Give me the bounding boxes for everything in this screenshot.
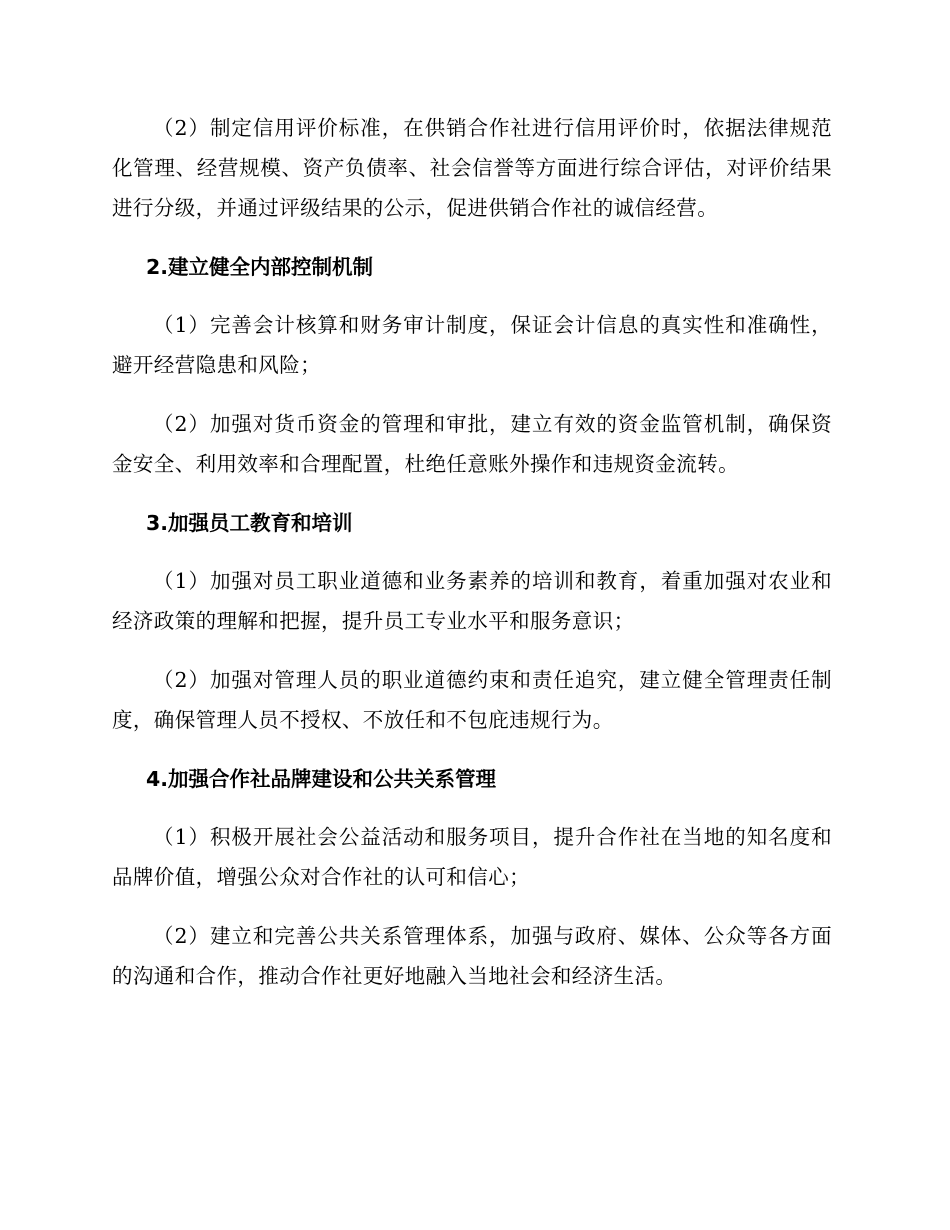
document-body: [112, 108, 832, 1015]
section-heading-internal-control: 2.建立健全内部控制机制: [146, 255, 374, 279]
paragraph-public-relations: （2）建立和完善公共关系管理体系，加强与政府、媒体、公众等各方面的沟通和合作，推动合作社更好地融入当地社会和经济生活。: [112, 924, 832, 988]
paragraph-public-welfare: （1）积极开展社会公益活动和服务项目，提升合作社在当地的知名度和品牌价值，增强公众对合作社的认可和信心；: [112, 825, 832, 889]
section-heading-brand-pr: 4.加强合作社品牌建设和公共关系管理: [146, 767, 497, 791]
paragraph-credit-standard: （2）制定信用评价标准，在供销合作社进行信用评价时，依据法律规范化管理、经营规模、资产负债率、社会信誉等方面进行综合评估，对评价结果进行分级，并通过评级结果的公示，促进供销合作社的诚信经营。: [112, 116, 832, 220]
section-heading-staff-training: 3.加强员工教育和培训: [146, 511, 353, 535]
paragraph-fund-management: （2）加强对货币资金的管理和审批，建立有效的资金监管机制，确保资金安全、利用效率和合理配置，杜绝任意账外操作和违规资金流转。: [112, 412, 832, 476]
paragraph-staff-ethics: （1）加强对员工职业道德和业务素养的培训和教育，着重加强对农业和经济政策的理解和把握，提升员工专业水平和服务意识；: [112, 569, 832, 633]
paragraph-manager-accountability: （2）加强对管理人员的职业道德约束和责任追究，建立健全管理责任制度，确保管理人员不授权、不放任和不包庇违规行为。: [112, 668, 832, 732]
paragraph-accounting-audit: （1）完善会计核算和财务审计制度，保证会计信息的真实性和准确性，避开经营隐患和风险；: [112, 313, 832, 377]
